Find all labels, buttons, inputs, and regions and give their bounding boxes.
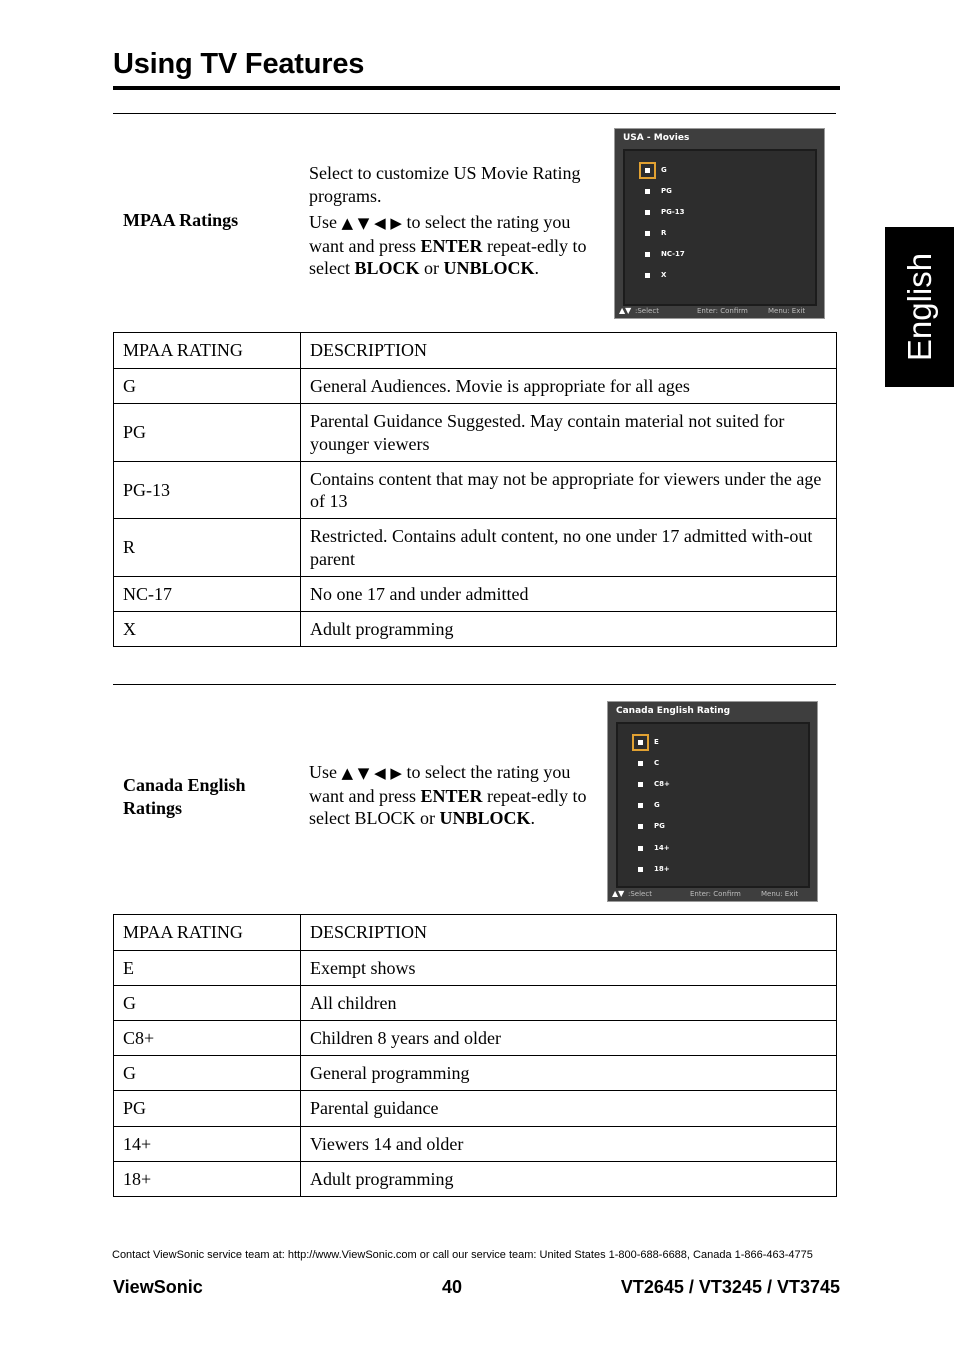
osd-rating-item: R bbox=[642, 225, 666, 241]
checkbox-icon bbox=[639, 162, 656, 179]
enter-key-label: ENTER bbox=[420, 235, 483, 256]
instruction-text: or bbox=[419, 258, 444, 278]
checkbox-icon bbox=[632, 734, 649, 751]
instruction-text: repeat-edly to select bbox=[309, 235, 587, 278]
unblock-label: UNBLOCK bbox=[439, 808, 531, 828]
arrow-keys-icon: ▲▼ bbox=[612, 889, 625, 898]
usa-movies-osd-screenshot bbox=[614, 128, 825, 319]
description-cell: Viewers 14 and older bbox=[301, 1127, 837, 1162]
instruction-text: . bbox=[530, 808, 535, 828]
checkbox-icon bbox=[642, 228, 653, 239]
rating-cell: PG bbox=[114, 404, 301, 462]
table-row bbox=[114, 404, 837, 462]
use-text: Use bbox=[309, 212, 337, 232]
canada-english-rating-osd-screenshot bbox=[607, 701, 818, 902]
checkbox-icon bbox=[635, 864, 646, 875]
description-cell: All children bbox=[301, 986, 837, 1021]
table-row bbox=[114, 369, 837, 404]
table-header-cell: DESCRIPTION bbox=[301, 915, 837, 951]
rating-cell: G bbox=[114, 369, 301, 404]
table-row bbox=[114, 577, 837, 612]
mpaa-feature-name: MPAA Ratings bbox=[123, 210, 239, 230]
instruction-text: to select the rating you want and press bbox=[309, 212, 571, 256]
rating-cell: 14+ bbox=[114, 1127, 301, 1162]
description-cell: Parental guidance bbox=[301, 1091, 837, 1127]
footer-model: VT2645 / VT3245 / VT3745 bbox=[620, 1277, 840, 1297]
osd-confirm-hint: Enter: Confirm bbox=[690, 890, 741, 898]
mpaa-description bbox=[309, 162, 601, 284]
instruction-text: repeat-edly to select BLOCK or bbox=[309, 785, 587, 828]
osd-rating-item: C8+ bbox=[635, 776, 670, 792]
osd-footer bbox=[608, 889, 817, 901]
osd-rating-item: E bbox=[635, 734, 659, 750]
description-cell: Exempt shows bbox=[301, 951, 837, 986]
rating-cell: E bbox=[114, 951, 301, 986]
osd-footer bbox=[615, 306, 824, 318]
description-cell: Children 8 years and older bbox=[301, 1021, 837, 1056]
osd-title: Canada English Rating bbox=[616, 706, 731, 716]
table-row bbox=[114, 1056, 837, 1091]
osd-rating-item: C bbox=[635, 755, 659, 771]
rating-cell: G bbox=[114, 986, 301, 1021]
mpaa-rating-table bbox=[113, 332, 837, 647]
osd-exit-hint: Menu: Exit bbox=[768, 307, 806, 315]
rating-cell: NC-17 bbox=[114, 577, 301, 612]
use-text: Use bbox=[309, 762, 337, 782]
osd-rating-item: 14+ bbox=[635, 840, 670, 856]
canada-feature-name: Canada English Ratings bbox=[123, 775, 246, 818]
rating-cell: C8+ bbox=[114, 1021, 301, 1056]
checkbox-icon bbox=[642, 270, 653, 281]
checkbox-icon bbox=[635, 800, 646, 811]
arrow-keys-icon: ▲ ▼ ◀ ▶ bbox=[341, 214, 402, 232]
title-rule bbox=[113, 86, 840, 90]
mpaa-desc-instructions bbox=[309, 211, 601, 280]
table-header-row bbox=[114, 915, 837, 951]
table-header-cell: DESCRIPTION bbox=[301, 333, 837, 369]
instruction-text: to select the rating you want and press bbox=[309, 762, 571, 806]
table-row bbox=[114, 462, 837, 519]
page-number: 40 bbox=[442, 1277, 463, 1297]
section-divider bbox=[113, 113, 836, 114]
osd-rating-item: PG bbox=[635, 818, 665, 834]
rating-cell: PG-13 bbox=[114, 462, 301, 519]
checkbox-icon bbox=[642, 186, 653, 197]
table-header-row bbox=[114, 333, 837, 369]
table-row bbox=[114, 986, 837, 1021]
table-row bbox=[114, 1021, 837, 1056]
description-cell: Adult programming bbox=[301, 612, 837, 647]
checkbox-icon bbox=[635, 779, 646, 790]
page-title: Using TV Features bbox=[113, 48, 365, 80]
rating-cell: R bbox=[114, 519, 301, 577]
canada-desc-instructions bbox=[309, 761, 601, 830]
description-cell: Parental Guidance Suggested. May contain material not suited for younger viewers bbox=[301, 404, 837, 462]
checkbox-icon bbox=[635, 843, 646, 854]
table-header-cell: MPAA RATING bbox=[114, 333, 301, 369]
description-cell: Restricted. Contains adult content, no one under 17 admitted with-out parent bbox=[301, 519, 837, 577]
table-row bbox=[114, 612, 837, 647]
osd-rating-item: G bbox=[635, 797, 660, 813]
table-header-cell: MPAA RATING bbox=[114, 915, 301, 951]
table-row bbox=[114, 951, 837, 986]
description-cell: Adult programming bbox=[301, 1162, 837, 1197]
table-row bbox=[114, 519, 837, 577]
table-row bbox=[114, 1091, 837, 1127]
arrow-keys-icon: ▲ ▼ ◀ ▶ bbox=[341, 764, 402, 782]
description-cell: No one 17 and under admitted bbox=[301, 577, 837, 612]
enter-key-label: ENTER bbox=[420, 785, 483, 806]
checkbox-icon bbox=[642, 207, 653, 218]
osd-rating-item: X bbox=[642, 267, 666, 283]
rating-cell: 18+ bbox=[114, 1162, 301, 1197]
osd-rating-item: PG bbox=[642, 183, 672, 199]
osd-rating-item: PG-13 bbox=[642, 204, 685, 220]
osd-rating-item: NC-17 bbox=[642, 246, 685, 262]
mpaa-desc-intro: Select to customize US Movie Rating programs. bbox=[309, 163, 581, 206]
canada-description bbox=[309, 761, 601, 834]
instruction-text: . bbox=[534, 258, 540, 278]
rating-cell: G bbox=[114, 1056, 301, 1091]
description-cell: Contains content that may not be appropriate for viewers under the age of 13 bbox=[301, 462, 837, 519]
table-row bbox=[114, 1162, 837, 1197]
language-tab-label: English bbox=[900, 252, 938, 362]
canada-rating-table bbox=[113, 914, 837, 1197]
checkbox-icon bbox=[642, 249, 653, 260]
arrow-keys-icon: ▲▼ bbox=[619, 306, 632, 315]
checkbox-icon bbox=[635, 758, 646, 769]
osd-title: USA - Movies bbox=[623, 133, 690, 143]
section-divider bbox=[113, 684, 836, 685]
language-tab bbox=[885, 227, 954, 387]
rating-cell: X bbox=[114, 612, 301, 647]
description-cell: General Audiences. Movie is appropriate for all ages bbox=[301, 369, 837, 404]
rating-cell: PG bbox=[114, 1091, 301, 1127]
footer-brand: ViewSonic bbox=[113, 1277, 203, 1297]
osd-confirm-hint: Enter: Confirm bbox=[697, 307, 748, 315]
description-cell: General programming bbox=[301, 1056, 837, 1091]
unblock-label: UNBLOCK bbox=[443, 258, 535, 278]
table-row bbox=[114, 1127, 837, 1162]
osd-exit-hint: Menu: Exit bbox=[761, 890, 799, 898]
checkbox-icon bbox=[635, 821, 646, 832]
osd-rating-item: G bbox=[642, 162, 667, 178]
osd-select-hint: :Select bbox=[628, 890, 652, 898]
contact-line: Contact ViewSonic service team at: http://www.ViewSonic.com or call our service team: United States 1-800-688-6688, Canada 1-866-463-4775 bbox=[112, 1249, 813, 1261]
osd-rating-item: 18+ bbox=[635, 861, 670, 877]
block-label: BLOCK bbox=[354, 258, 420, 278]
osd-select-hint: :Select bbox=[635, 307, 659, 315]
